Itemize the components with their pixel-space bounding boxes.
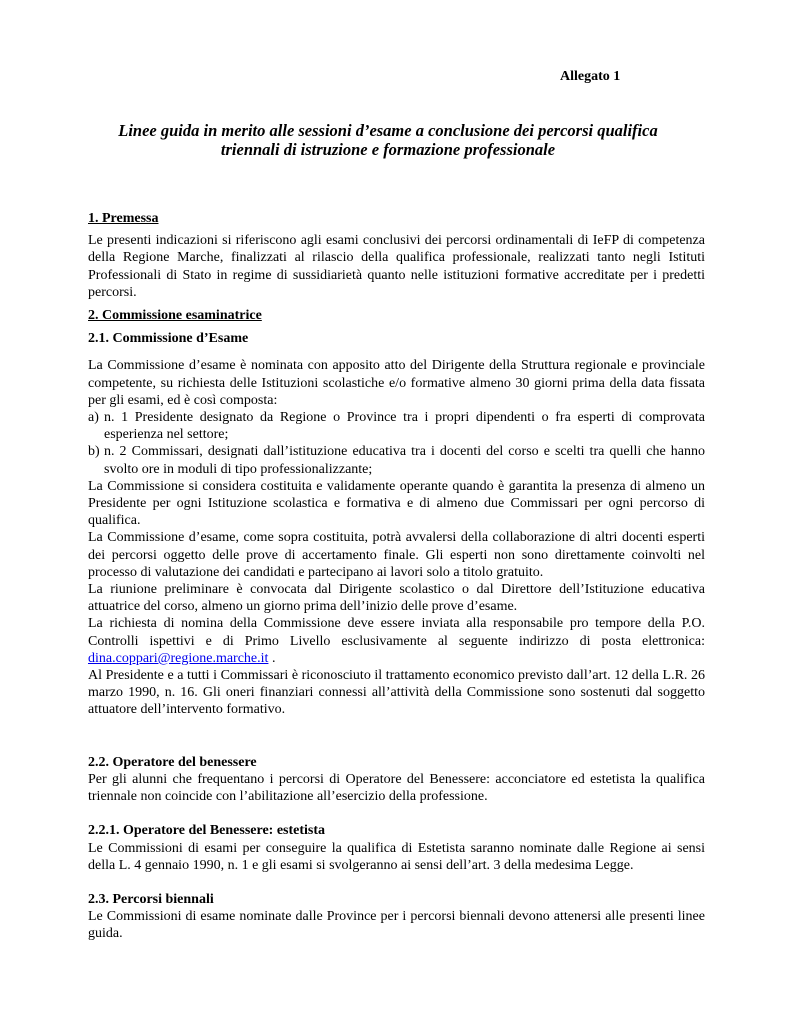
- composition-list: [88, 409, 705, 478]
- biennali-paragraph: Le Commissioni di esame nominate dalle Province per i percorsi biennali devono attenersi alle presenti linee guida.: [88, 909, 705, 942]
- document-body: [88, 210, 705, 943]
- benessere-paragraph: Per gli alunni che frequentano i percorsi di Operatore del Benessere: acconciatore ed estetista la qualifica triennale non coincide con l’abilitazione all’esercizio della professione.: [88, 771, 705, 805]
- list-item: [88, 409, 705, 443]
- commissione-paragraph-2: La Commissione si considera costituita e validamente operante quando è garantita la presenza di almeno un Presidente per ogni Istituzione scolastica e formativa e di almeno due Commissari per ogni percorso di qualifica.: [88, 478, 705, 529]
- list-item: [88, 443, 705, 477]
- email-trailing: .: [268, 650, 276, 666]
- commissione-paragraph-3: La Commissione d’esame, come sopra costituita, potrà avvalersi della collaborazione di altri docenti esperti dei percorsi oggetto delle prove di accertamento finale. Gli esperti non sono direttamente coinvolti nel processo di valutazione dei candidati e partecipano ai lavori solo a titolo gratuito.: [88, 530, 705, 580]
- commissione-paragraph-6: Al Presidente e a tutti i Commissari è riconosciuto il trattamento economico previsto dall’art. 12 della L.R. 26 marzo 1990, n. 16. Gli oneri finanziari connessi all’attività della Commissione sono sostenuti dal soggetto attuatore dell’intervento formativo.: [88, 668, 705, 718]
- subsection-heading-2-2-1: 2.2.1. Operatore del Benessere: estetista: [88, 823, 326, 839]
- commissione-paragraph-1: La Commissione d’esame è nominata con apposito atto del Dirigente della Struttura regionale e provinciale competente, su richiesta delle Istituzioni scolastiche e/o formative almeno 30 giorni prima della data fissata per gli esami, ed è così composta:: [88, 358, 705, 408]
- title-line-1: Linee guida in merito alle sessioni d’esame a conclusione dei percorsi qualifica: [118, 121, 658, 140]
- list-item-text: n. 1 Presidente designato da Regione o Province tra i propri dipendenti o fra esperti di comprovata esperienza nel settore;: [104, 410, 705, 443]
- premessa-paragraph: Le presenti indicazioni si riferiscono agli esami conclusivi dei percorsi ordinamentali di IeFP di competenza della Regione Marche, finalizzati al rilascio della qualifica professionale, realizzati tanto negli Istituti Professionali di Stato in regime di sussidiarietà quanto nelle istituzioni formative accreditate per i predetti percorsi.: [88, 233, 705, 300]
- subsection-heading-2-2: 2.2. Operatore del benessere: [88, 754, 257, 770]
- subsection-heading-2-1: 2.1. Commissione d’Esame: [88, 331, 249, 347]
- request-text: La richiesta di nomina della Commissione deve essere inviata alla responsabile pro tempore della P.O. Controlli ispettivi e di Primo Livello esclusivamente al seguente indirizzo di posta elettronica:: [88, 616, 705, 649]
- title-line-2: triennali di istruzione e formazione professionale: [220, 140, 556, 159]
- estetista-paragraph: Le Commissioni di esami per conseguire la qualifica di Estetista saranno nominate dalle Regione ai sensi della L. 4 gennaio 1990, n. 1 e gli esami si svolgeranno ai sensi dell’art. 3 della medesima Legge.: [88, 840, 705, 873]
- document-title: [88, 121, 688, 159]
- commissione-paragraph-5: [88, 615, 705, 667]
- attachment-label: Allegato 1: [560, 69, 621, 84]
- subsection-heading-2-3: 2.3. Percorsi biennali: [88, 891, 214, 907]
- list-item-label: b): [88, 444, 100, 460]
- section-heading-premessa: 1. Premessa: [88, 211, 159, 226]
- commissione-paragraph-4: La riunione preliminare è convocata dal Dirigente scolastico o dal Direttore dell’Istituzione educativa attuatrice del corso, almeno un giorno prima dell’inizio delle prove d’esame.: [88, 582, 705, 615]
- list-item-text: n. 2 Commissari, designati dall’istituzione educativa tra i docenti del corso e scelti tra quelli che hanno svolto ore in moduli di tipo professionalizzante;: [104, 444, 705, 477]
- list-item-label: a): [88, 410, 99, 426]
- section-heading-commissione: 2. Commissione esaminatrice: [88, 308, 262, 324]
- email-link[interactable]: dina.coppari@regione.marche.it: [88, 650, 269, 666]
